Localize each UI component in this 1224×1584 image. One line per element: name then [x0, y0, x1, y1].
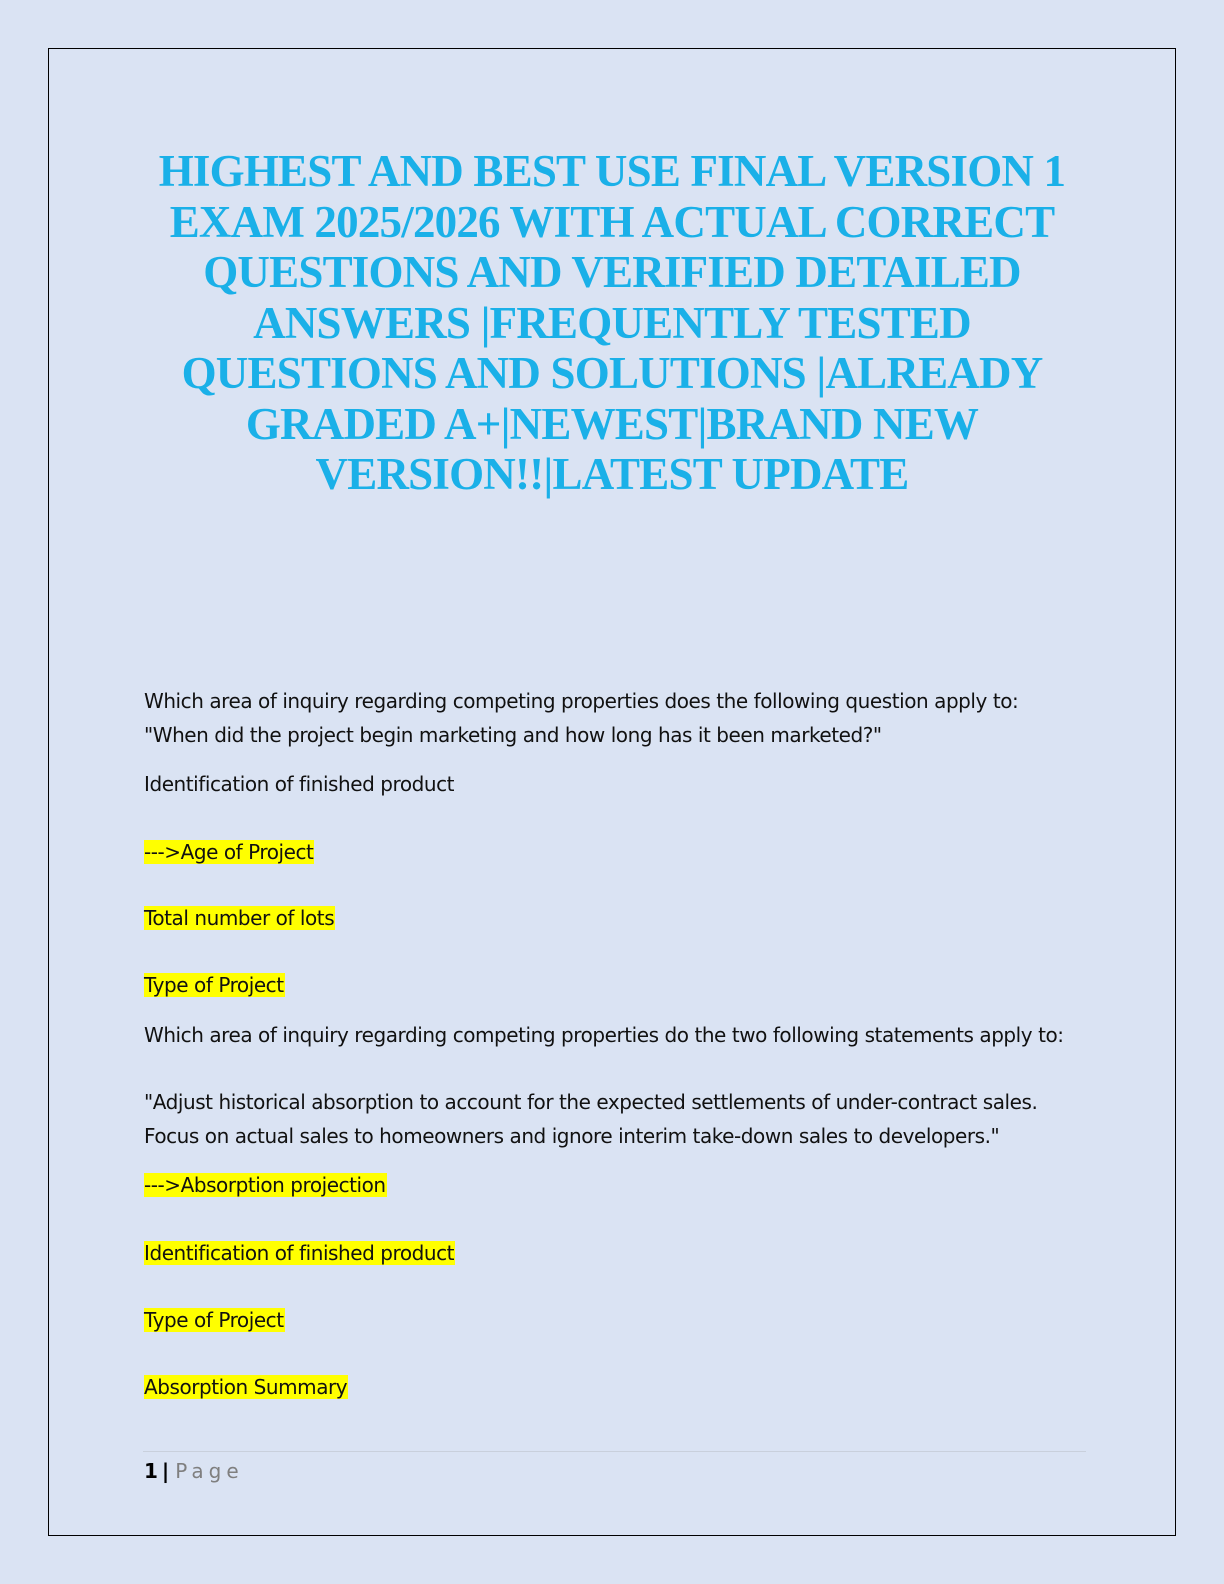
question-1-text-line-1: Which area of inquiry regarding competing properties does the following question apply to:: [144, 689, 1019, 713]
title-line: HIGHEST AND BEST USE FINAL VERSION 1: [158, 146, 1066, 196]
title-line: GRADED A+|NEWEST|BRAND NEW: [245, 398, 979, 449]
document-title: [150, 146, 1074, 500]
highlighted-option-text: Type of Project: [144, 1308, 284, 1332]
question-2-option-4: [144, 1372, 348, 1402]
highlighted-option-text: Total number of lots: [144, 906, 335, 930]
title-line: QUESTIONS AND SOLUTIONS |ALREADY: [181, 348, 1043, 398]
title-line: ANSWERS |FREQUENTLY TESTED: [253, 297, 971, 348]
title-line: VERSION!!|LATEST UPDATE: [315, 449, 909, 499]
question-1-option-1: [144, 769, 454, 799]
highlighted-option-text: Type of Project: [144, 973, 284, 997]
question-2-text-line-3: Focus on actual sales to homeowners and ignore interim take-down sales to developers.": [144, 1124, 1000, 1148]
page-footer: [144, 1456, 244, 1486]
option-text: Identification of finished product: [144, 772, 455, 796]
footer-separator: |: [161, 1459, 170, 1483]
page-number: 1: [144, 1459, 158, 1483]
highlighted-option-text: --->Absorption projection: [144, 1173, 386, 1197]
question-1-option-4: [144, 970, 285, 1000]
page-label: Page: [175, 1459, 244, 1483]
highlighted-option-text: Absorption Summary: [144, 1375, 348, 1399]
question-2-text-line-1: Which area of inquiry regarding competing properties do the two following statements apply to:: [144, 1023, 1064, 1047]
question-1-option-3: [144, 903, 335, 933]
highlighted-option-text: Identification of finished product: [144, 1241, 455, 1265]
question-2-text-line-2: "Adjust historical absorption to account for the expected settlements of under-contract sales.: [144, 1090, 1038, 1114]
title-line: QUESTIONS AND VERIFIED DETAILED: [203, 247, 1021, 297]
question-2-option-2: [144, 1238, 455, 1268]
highlighted-option-text: --->Age of Project: [144, 840, 314, 864]
question-2-option-3: [144, 1305, 285, 1335]
question-2-option-1: [144, 1170, 387, 1200]
footer-divider: [143, 1451, 1086, 1452]
question-1-option-2: [144, 837, 314, 867]
question-1-text-line-2: "When did the project begin marketing and how long has it been marketed?": [144, 723, 882, 747]
title-line: EXAM 2025/2026 WITH ACTUAL CORRECT: [169, 196, 1055, 247]
